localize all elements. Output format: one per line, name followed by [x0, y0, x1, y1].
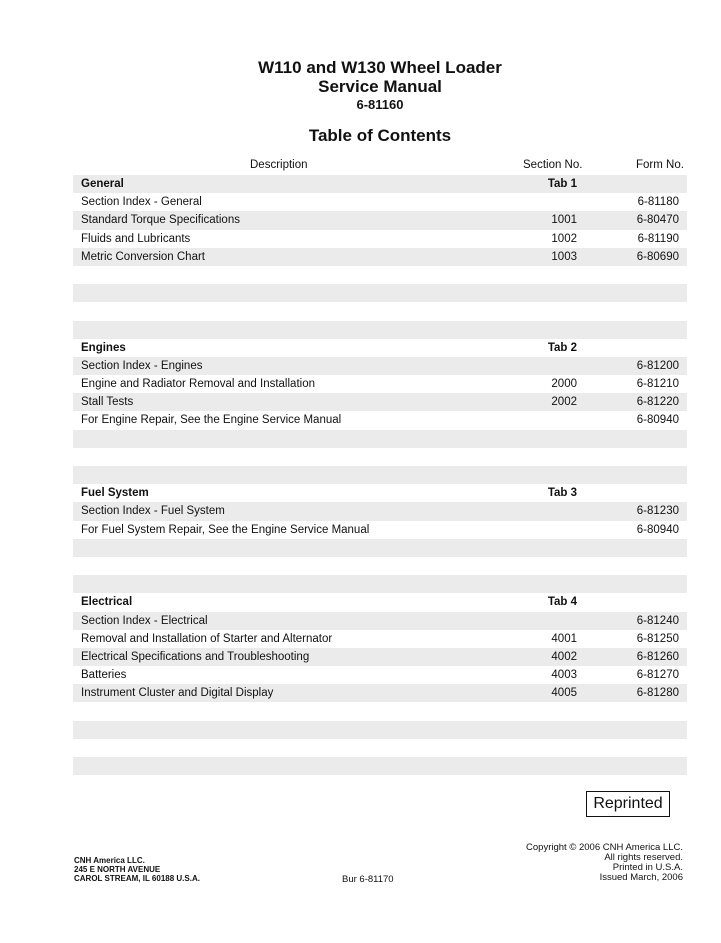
row-description: General	[81, 178, 124, 190]
table-row	[73, 630, 687, 648]
row-description: Standard Torque Specifications	[81, 214, 240, 227]
row-description: For Engine Repair, See the Engine Service Manual	[81, 414, 342, 427]
section-row	[73, 175, 687, 193]
bur-number: Bur 6-81170	[342, 874, 394, 885]
blank-row	[73, 321, 687, 339]
printed-line: Printed in U.S.A.	[612, 862, 683, 873]
street-address: 245 E NORTH AVENUE	[74, 865, 161, 874]
row-form-number: 6-80690	[636, 250, 679, 263]
row-form-number: 6-81190	[637, 232, 679, 245]
copyright-line: Copyright © 2006 CNH America LLC.	[526, 842, 683, 853]
row-description: Batteries	[81, 669, 127, 682]
row-section-number: 2002	[551, 396, 577, 409]
blank-row	[73, 702, 687, 720]
manual-form-number: 6-81160	[356, 97, 404, 112]
blank-row	[73, 757, 687, 775]
blank-row	[73, 266, 687, 284]
blank-row	[73, 739, 687, 757]
form-column-header: Form No.	[636, 159, 684, 171]
row-description: Section Index - Engines	[81, 359, 203, 372]
row-description: Electrical Specifications and Troubleshooting	[81, 650, 310, 663]
blank-row	[73, 448, 687, 466]
row-form-number: 6-80940	[636, 523, 679, 536]
row-form-number: 6-81240	[636, 614, 679, 627]
row-description: Fuel System	[81, 487, 149, 500]
table-row	[73, 393, 687, 411]
reprinted-stamp: Reprinted	[586, 791, 670, 817]
row-section-number: Tab 3	[547, 487, 577, 500]
section-column-header: Section No.	[523, 159, 583, 171]
section-row	[73, 339, 687, 357]
row-description: Instrument Cluster and Digital Display	[81, 687, 274, 700]
row-section-number: 1003	[551, 250, 577, 263]
row-description: Metric Conversion Chart	[81, 250, 205, 263]
row-form-number: 6-80470	[636, 214, 679, 227]
row-form-number: 6-81230	[636, 505, 679, 518]
table-row	[73, 357, 687, 375]
row-form-number: 6-81200	[636, 359, 679, 372]
row-section-number: Tab 4	[547, 596, 577, 609]
row-section-number: Tab 1	[547, 178, 577, 190]
table-row	[73, 648, 687, 666]
row-description: Section Index - Electrical	[81, 614, 208, 627]
toc-table	[73, 175, 687, 793]
blank-row	[73, 575, 687, 593]
company-name: CNH America LLC.	[74, 856, 145, 865]
section-row	[73, 484, 687, 502]
table-row	[73, 684, 687, 702]
table-row	[73, 521, 687, 539]
blank-row	[73, 557, 687, 575]
row-form-number: 6-81180	[637, 196, 679, 209]
issued-line: Issued March, 2006	[599, 872, 683, 883]
table-row	[73, 248, 687, 266]
table-row	[73, 612, 687, 630]
blank-row	[73, 721, 687, 739]
row-form-number: 6-81270	[636, 669, 679, 682]
company-address	[74, 856, 200, 883]
copyright-block	[526, 843, 683, 883]
row-form-number: 6-81250	[636, 632, 679, 645]
row-description: Stall Tests	[81, 396, 134, 409]
manual-subtitle: Service Manual	[318, 77, 442, 96]
row-section-number: 1002	[551, 232, 577, 245]
table-row	[73, 411, 687, 429]
row-description: Electrical	[81, 596, 133, 609]
blank-row	[73, 284, 687, 302]
row-form-number: 6-81280	[636, 687, 679, 700]
blank-row	[73, 539, 687, 557]
row-description: Fluids and Lubricants	[81, 232, 191, 245]
blank-row	[73, 466, 687, 484]
description-column-header: Description	[250, 159, 308, 171]
city-address: CAROL STREAM, IL 60188 U.S.A.	[74, 874, 200, 883]
row-form-number: 6-81210	[636, 378, 679, 391]
row-description: Section Index - General	[81, 196, 202, 209]
manual-title: W110 and W130 Wheel Loader	[258, 58, 502, 77]
blank-row	[73, 302, 687, 320]
row-section-number: 4001	[551, 632, 577, 645]
row-description: Engine and Radiator Removal and Installation	[81, 378, 315, 391]
table-row	[73, 375, 687, 393]
row-section-number: 4002	[551, 650, 577, 663]
row-section-number: 4005	[551, 687, 577, 700]
row-section-number: 1001	[551, 214, 577, 227]
section-row	[73, 593, 687, 611]
row-description: Section Index - Fuel System	[81, 505, 225, 518]
row-section-number: 4003	[551, 669, 577, 682]
table-row	[73, 666, 687, 684]
table-row	[73, 211, 687, 229]
rights-line: All rights reserved.	[604, 852, 683, 863]
row-description: For Fuel System Repair, See the Engine Service Manual	[81, 523, 370, 536]
row-description: Removal and Installation of Starter and Alternator	[81, 632, 333, 645]
row-section-number: 2000	[551, 378, 577, 391]
blank-row	[73, 430, 687, 448]
table-row	[73, 230, 687, 248]
toc-heading: Table of Contents	[308, 126, 452, 145]
table-row	[73, 502, 687, 520]
row-form-number: 6-81260	[636, 650, 679, 663]
row-section-number: Tab 2	[547, 341, 577, 354]
row-form-number: 6-81220	[636, 396, 679, 409]
row-description: Engines	[81, 341, 126, 354]
row-form-number: 6-80940	[636, 414, 679, 427]
table-row	[73, 193, 687, 211]
